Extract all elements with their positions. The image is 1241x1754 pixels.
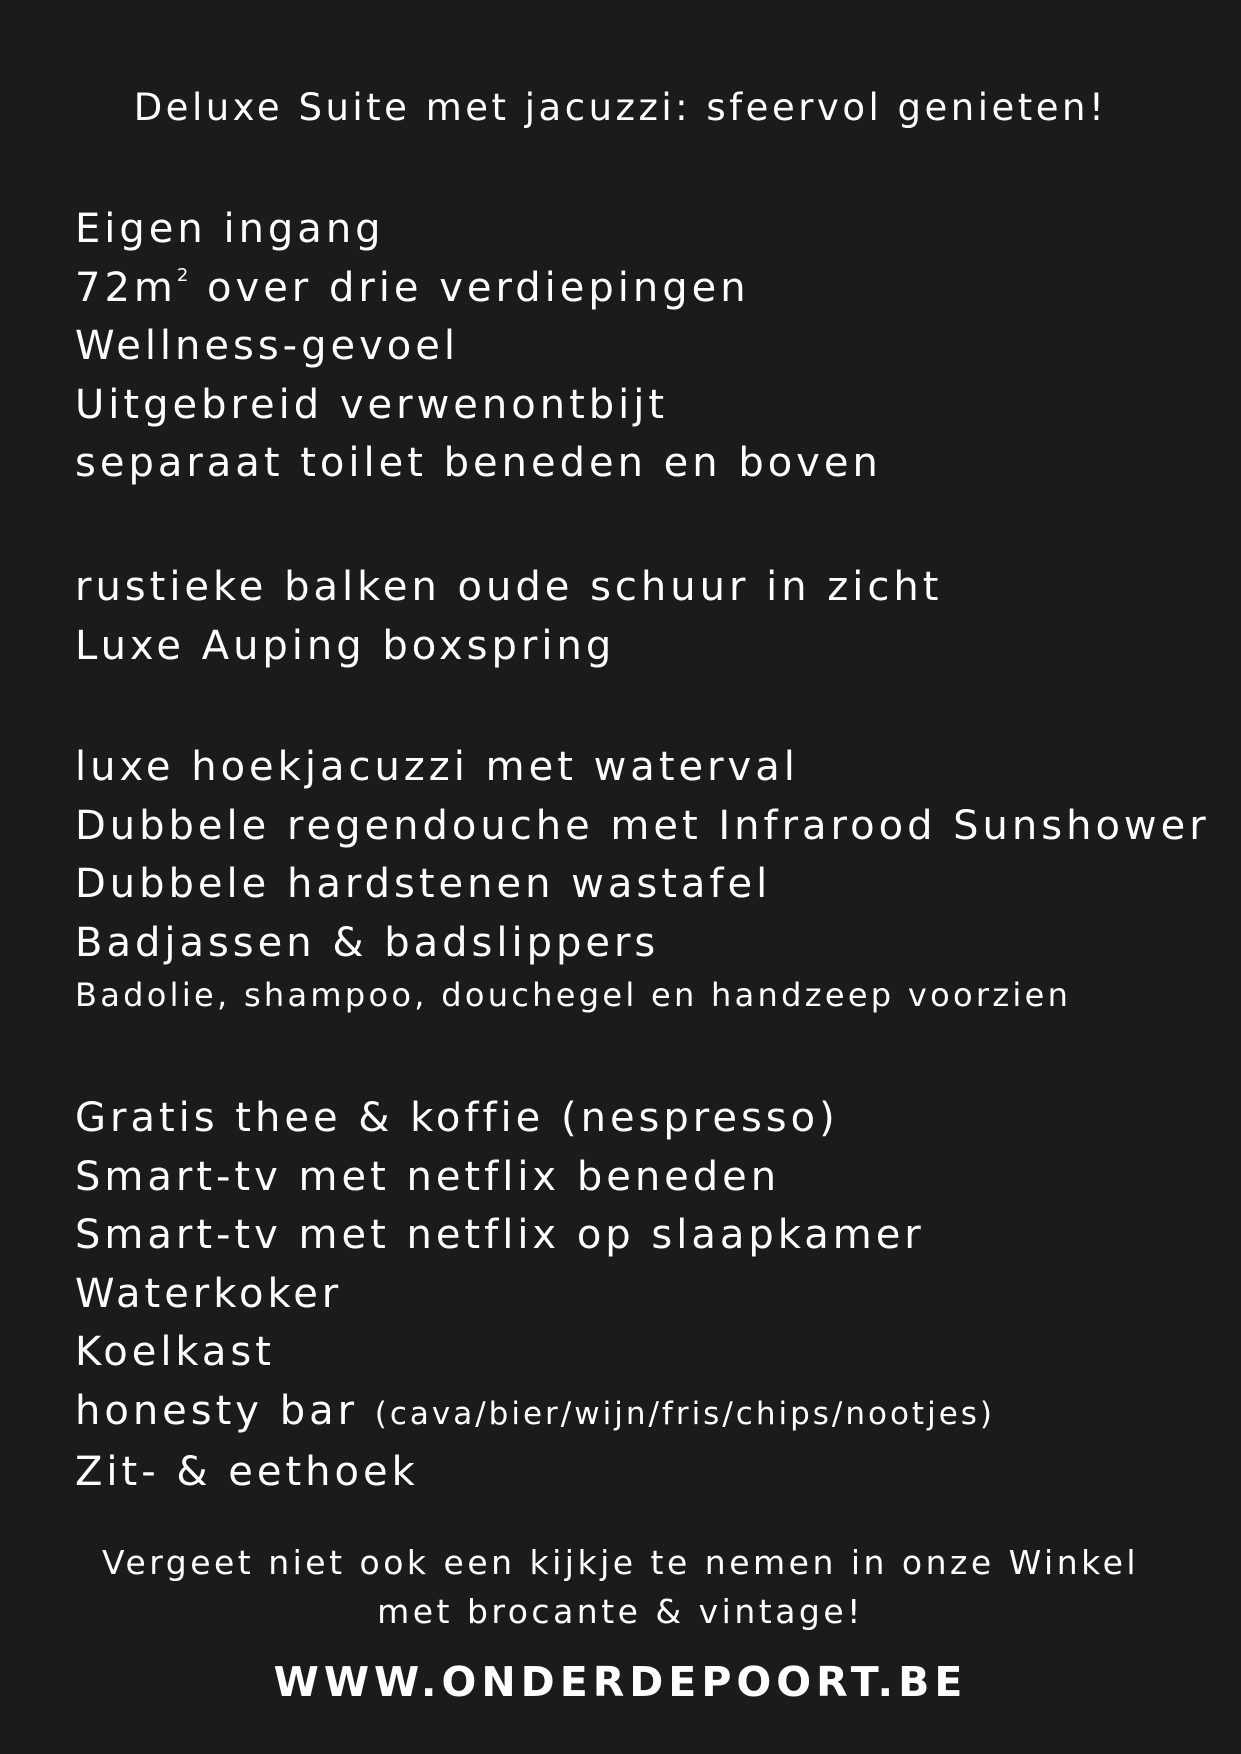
honesty-bar-note: (cava/bier/wijn/fris/chips/nootjes) [374, 1395, 996, 1432]
feature-zithoek: Zit- & eethoek [75, 1449, 419, 1495]
footer-line-2: met brocante & vintage! [377, 1592, 864, 1631]
feature-jacuzzi: luxe hoekjacuzzi met waterval [75, 744, 799, 790]
feature-wellness: Wellness-gevoel [75, 323, 459, 369]
footer-note [0, 1538, 1241, 1636]
feature-toilet: separaat toilet beneden en boven [75, 440, 882, 486]
feature-boxspring: Luxe Auping boxspring [75, 622, 616, 669]
feature-waterkoker: Waterkoker [75, 1270, 343, 1317]
feature-wastafel: Dubbele hardstenen wastafel [75, 861, 772, 907]
feature-thee-koffie: Gratis thee & koffie (nespresso) [75, 1095, 839, 1141]
feature-regendouche: Dubbele regendouche met Infrarood Sunshower [75, 802, 1210, 849]
website-url: WWW.ONDERDEPOORT.BE [273, 1658, 968, 1706]
feature-group-bathroom [75, 738, 1210, 1018]
feature-honesty-bar [75, 1382, 995, 1444]
honesty-bar-label: honesty bar [75, 1387, 375, 1434]
page-title: Deluxe Suite met jacuzzi: sfeervol genieten! [133, 86, 1108, 129]
feature-balken: rustieke balken oude schuur in zicht [75, 564, 943, 610]
feature-tv-slaapkamer: Smart-tv met netflix op slaapkamer [75, 1212, 925, 1258]
feature-tv-beneden: Smart-tv met netflix beneden [75, 1153, 781, 1200]
feature-size-text: over drie verdiepingen [190, 264, 750, 311]
feature-koelkast: Koelkast [75, 1329, 275, 1375]
feature-ontbijt: Uitgebreid verwenontbijt [75, 381, 669, 428]
feature-size [75, 259, 882, 318]
feature-size-value: 72m [75, 264, 177, 311]
feature-group-general [75, 200, 882, 493]
feature-toiletries: Badolie, shampoo, douchegel en handzeep voorzien [75, 976, 1072, 1014]
footer-line-1: Vergeet niet ook een kijkje te nemen in onze Winkel [101, 1543, 1140, 1582]
feature-eigen-ingang: Eigen ingang [75, 206, 385, 252]
feature-size-superscript: 2 [176, 264, 191, 286]
feature-group-amenities [75, 1089, 995, 1502]
feature-badjassen: Badjassen & badslippers [75, 919, 660, 966]
feature-group-bedroom [75, 558, 942, 675]
